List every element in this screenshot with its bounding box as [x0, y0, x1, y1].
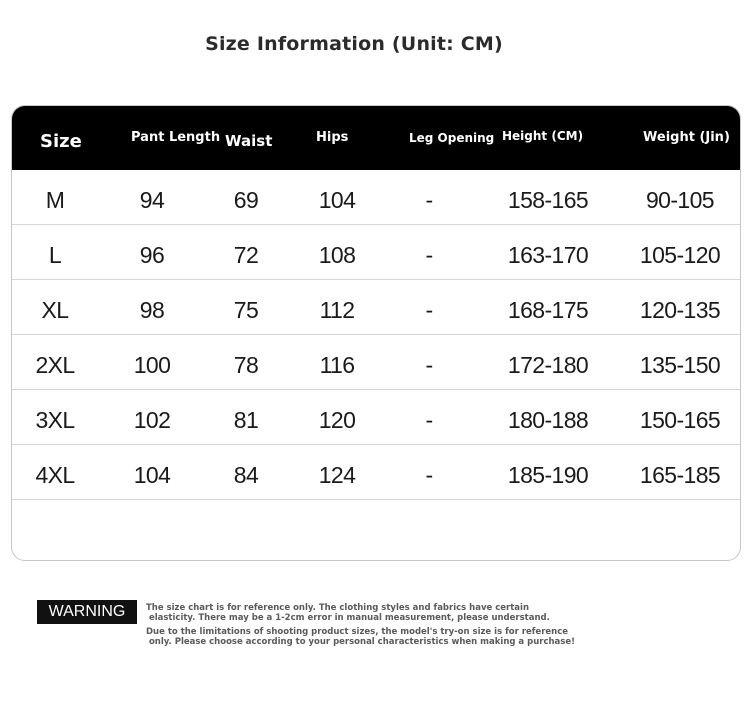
table-row: [12, 390, 740, 445]
cell-pant-length: 98: [139, 297, 165, 323]
cell-hips: 108: [318, 242, 356, 268]
cell-pant-length: 96: [139, 242, 165, 268]
header-leg-opening: Leg Opening: [409, 131, 495, 145]
cell-leg-opening: -: [425, 462, 433, 488]
cell-waist: 69: [233, 187, 259, 213]
cell-size: L: [48, 242, 62, 268]
cell-leg-opening: -: [425, 297, 433, 323]
cell-hips: 104: [318, 187, 356, 213]
cell-weight: 120-135: [639, 297, 721, 323]
cell-waist: 81: [233, 407, 259, 433]
cell-leg-opening: -: [425, 242, 433, 268]
cell-weight: 165-185: [639, 462, 721, 488]
header-pant-length: Pant Length: [131, 130, 221, 145]
cell-weight: 90-105: [645, 187, 715, 213]
cell-waist: 78: [233, 352, 259, 378]
row-divider: [12, 499, 740, 500]
cell-weight: 150-165: [639, 407, 721, 433]
table-row: [12, 335, 740, 390]
cell-size: 3XL: [35, 407, 75, 433]
warning-badge: WARNING: [37, 600, 137, 624]
warning-text-line-3: Due to the limitations of shooting product sizes, the model's try-on size is for reference: [146, 627, 569, 637]
cell-hips: 112: [319, 297, 355, 323]
cell-hips: 120: [318, 407, 356, 433]
cell-size: M: [45, 187, 65, 213]
cell-height: 172-180: [507, 352, 589, 378]
cell-pant-length: 100: [133, 352, 171, 378]
table-row: [12, 445, 740, 500]
cell-waist: 84: [233, 462, 259, 488]
cell-hips: 116: [319, 352, 355, 378]
cell-height: 158-165: [507, 187, 589, 213]
warning-text-line-1: The size chart is for reference only. The clothing styles and fabrics have certain: [146, 603, 529, 613]
header-height: Height (CM): [502, 129, 584, 143]
header-size: Size: [40, 131, 82, 152]
warning-text-line-2: elasticity. There may be a 1-2cm error in manual measurement, please understand.: [146, 613, 550, 623]
page-title: Size Information (Unit: CM): [205, 33, 503, 55]
table-row: [12, 280, 740, 335]
cell-size: 4XL: [35, 462, 75, 488]
cell-hips: 124: [318, 462, 356, 488]
cell-weight: 135-150: [639, 352, 721, 378]
cell-size: XL: [41, 297, 69, 323]
cell-waist: 72: [233, 242, 259, 268]
cell-leg-opening: -: [425, 352, 433, 378]
table-row: [12, 225, 740, 280]
header-hips: Hips: [316, 130, 349, 145]
cell-weight: 105-120: [639, 242, 721, 268]
warning-text-line-4: only. Please choose according to your personal characteristics when making a purchase!: [146, 637, 575, 647]
cell-height: 185-190: [507, 462, 589, 488]
cell-leg-opening: -: [425, 187, 433, 213]
table-header: [12, 106, 740, 170]
size-table: [11, 105, 741, 561]
cell-waist: 75: [233, 297, 259, 323]
cell-height: 180-188: [507, 407, 589, 433]
cell-size: 2XL: [35, 352, 75, 378]
cell-pant-length: 94: [139, 187, 165, 213]
cell-leg-opening: -: [425, 407, 433, 433]
header-waist: Waist: [225, 132, 273, 150]
table-row: [12, 170, 740, 225]
cell-height: 168-175: [507, 297, 589, 323]
cell-pant-length: 102: [133, 407, 171, 433]
header-weight: Weight (Jin): [643, 130, 730, 145]
cell-pant-length: 104: [133, 462, 171, 488]
cell-height: 163-170: [507, 242, 589, 268]
